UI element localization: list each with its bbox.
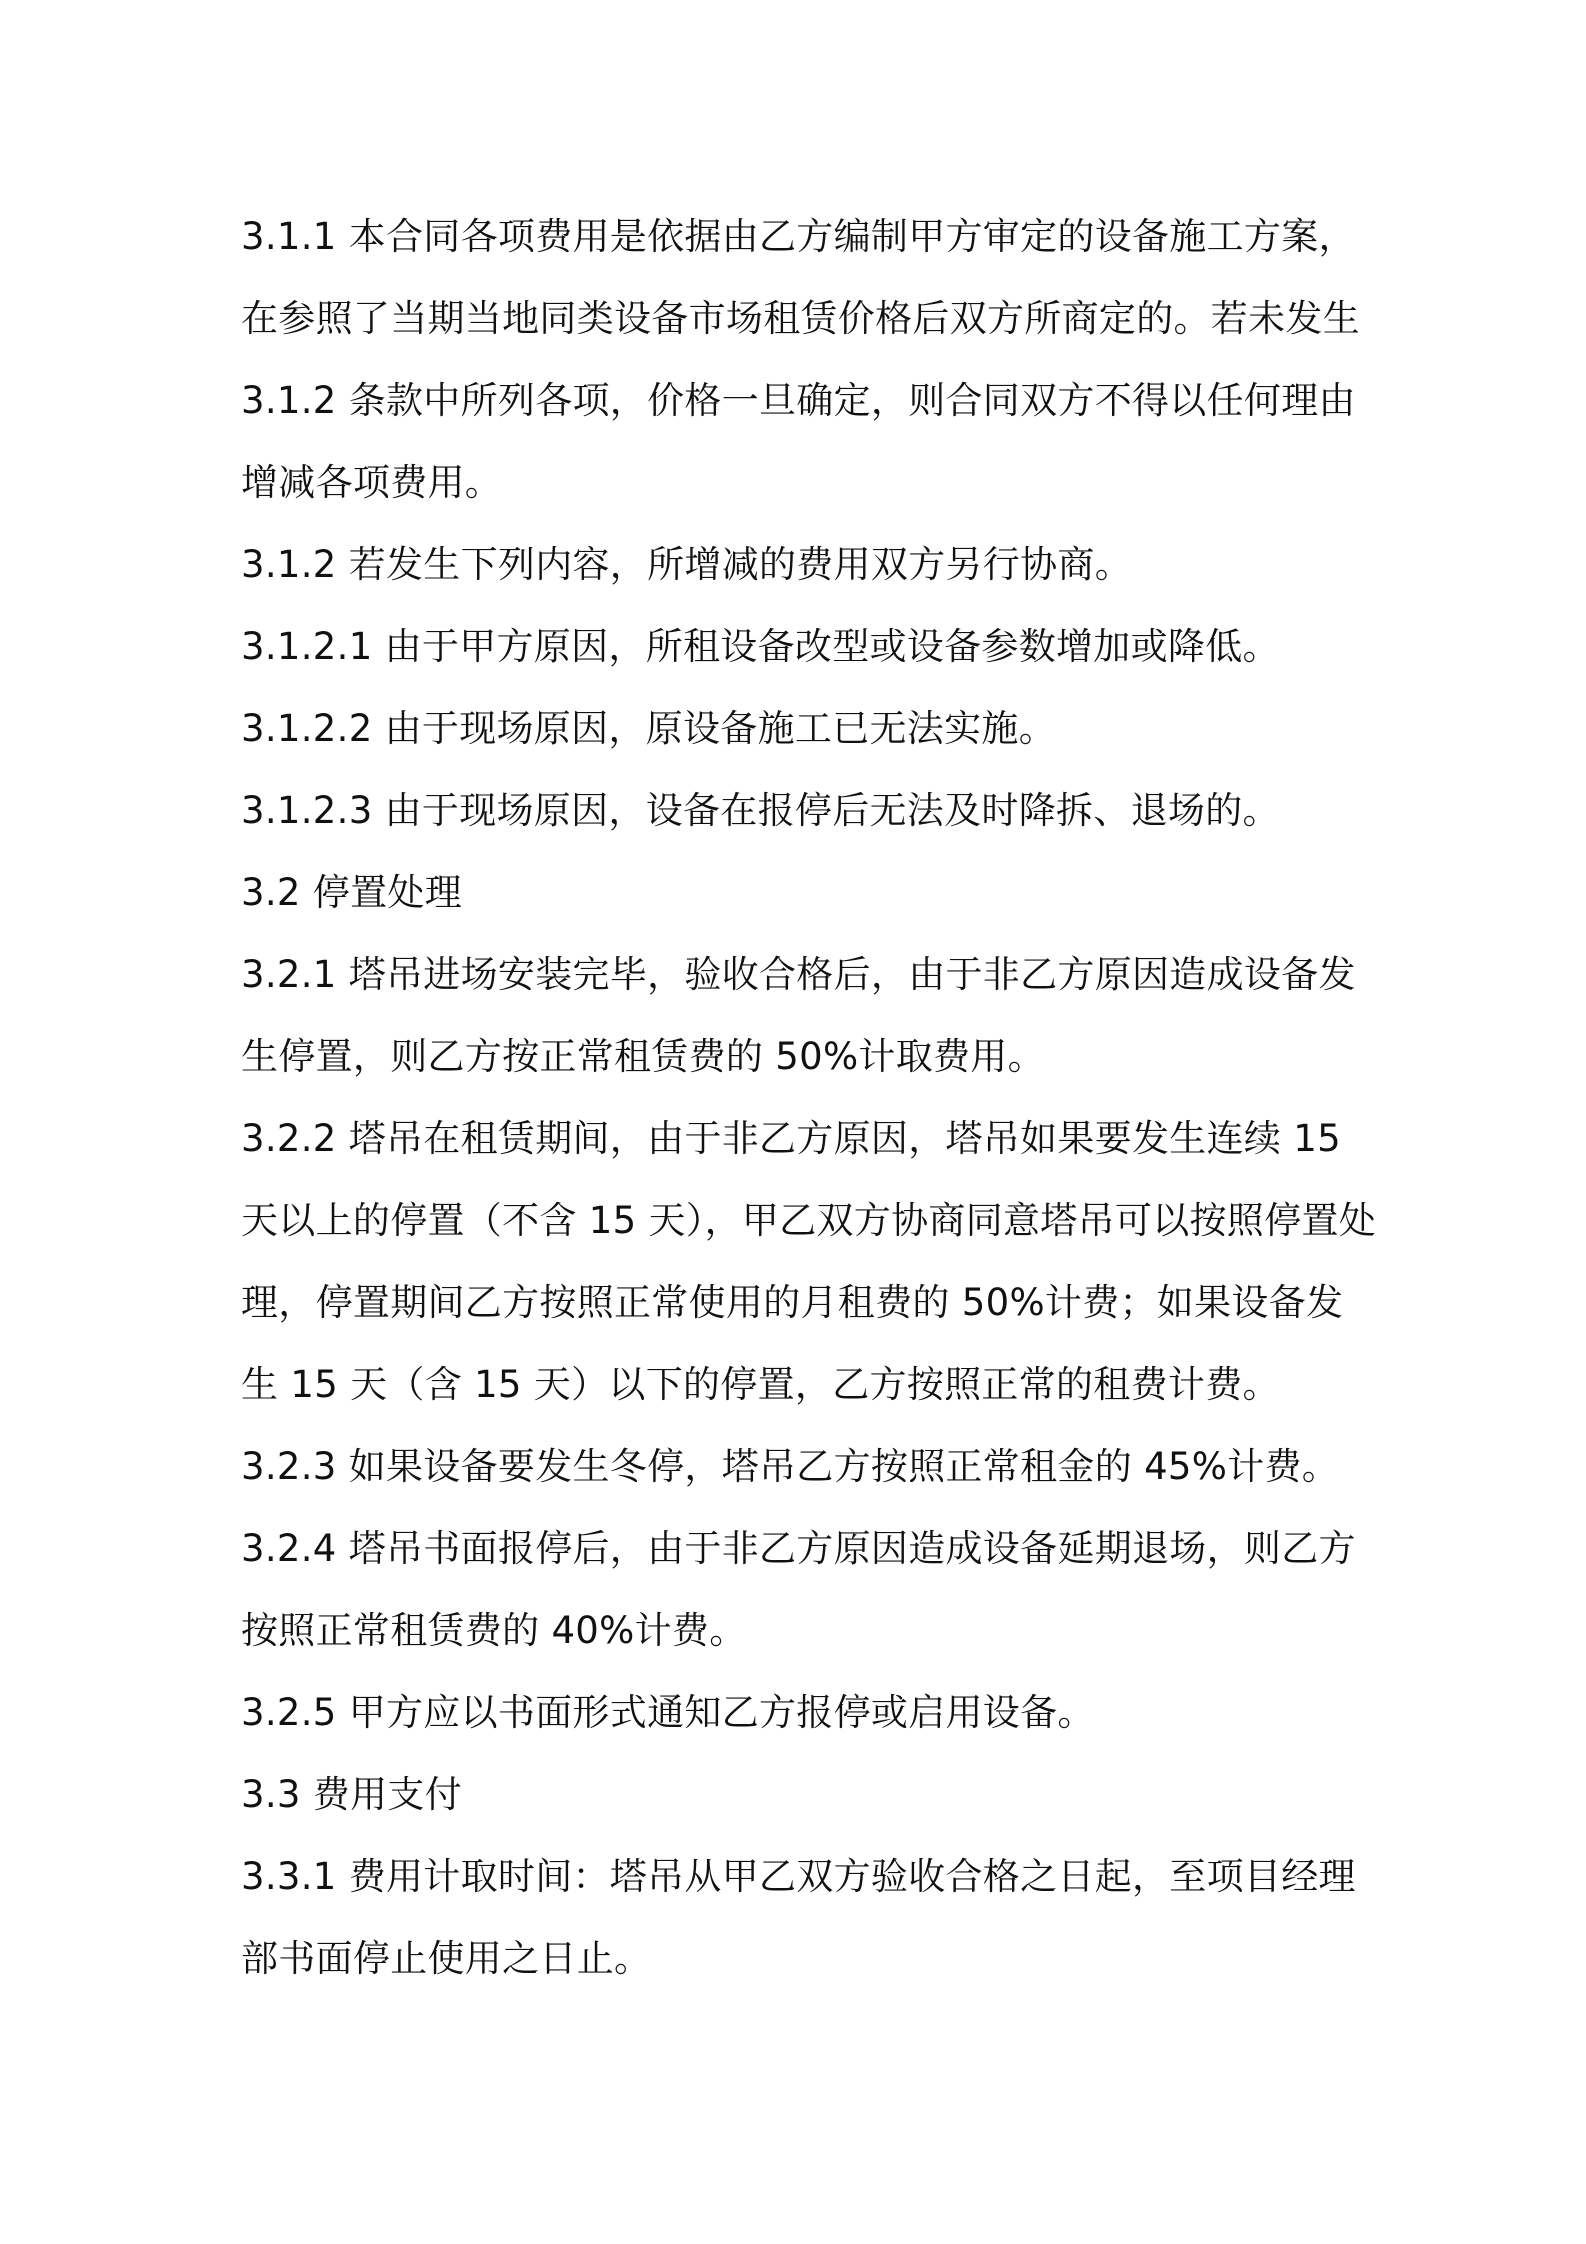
text-line: 3.2.5 甲方应以书面形式通知乙方报停或启用设备。	[241, 1691, 1095, 1734]
text-line: 天以上的停置（不含 15 天），甲乙双方协商同意塔吊可以按照停置处	[241, 1199, 1377, 1242]
text-line: 理，停置期间乙方按照正常使用的月租费的 50%计费；如果设备发	[241, 1281, 1344, 1324]
text-line: 3.1.2 条款中所列各项，价格一旦确定，则合同双方不得以任何理由	[241, 379, 1356, 422]
section-heading: 3.2 停置处理	[241, 871, 463, 914]
text-line: 3.3.1 费用计取时间：塔吊从甲乙双方验收合格之日起，至项目经理	[241, 1855, 1356, 1898]
text-line: 3.2.4 塔吊书面报停后，由于非乙方原因造成设备延期退场，则乙方	[241, 1527, 1356, 1570]
text-line: 部书面停止使用之日止。	[241, 1937, 652, 1980]
text-line: 生 15 天（含 15 天）以下的停置，乙方按照正常的租费计费。	[241, 1363, 1280, 1406]
text-line: 3.2.2 塔吊在租赁期间，由于非乙方原因，塔吊如果要发生连续 15	[241, 1117, 1341, 1160]
text-line: 在参照了当期当地同类设备市场租赁价格后双方所商定的。若未发生	[241, 297, 1360, 340]
section-heading: 3.3 费用支付	[241, 1773, 463, 1816]
text-line: 3.1.1 本合同各项费用是依据由乙方编制甲方审定的设备施工方案，	[241, 215, 1356, 258]
text-line: 3.2.3 如果设备要发生冬停，塔吊乙方按照正常租金的 45%计费。	[241, 1445, 1340, 1488]
text-line: 3.2.1 塔吊进场安装完毕，验收合格后，由于非乙方原因造成设备发	[241, 953, 1356, 996]
text-line: 生停置，则乙方按正常租赁费的 50%计取费用。	[241, 1035, 1045, 1078]
text-line: 3.1.2 若发生下列内容，所增减的费用双方另行协商。	[241, 543, 1133, 586]
text-line: 3.1.2.1 由于甲方原因，所租设备改型或设备参数增加或降低。	[241, 625, 1280, 668]
text-line: 增减各项费用。	[241, 461, 503, 504]
text-line: 按照正常租赁费的 40%计费。	[241, 1609, 747, 1652]
text-line: 3.1.2.3 由于现场原因，设备在报停后无法及时降拆、退场的。	[241, 789, 1280, 832]
text-line: 3.1.2.2 由于现场原因，原设备施工已无法实施。	[241, 707, 1057, 750]
document-body	[241, 196, 1377, 2000]
